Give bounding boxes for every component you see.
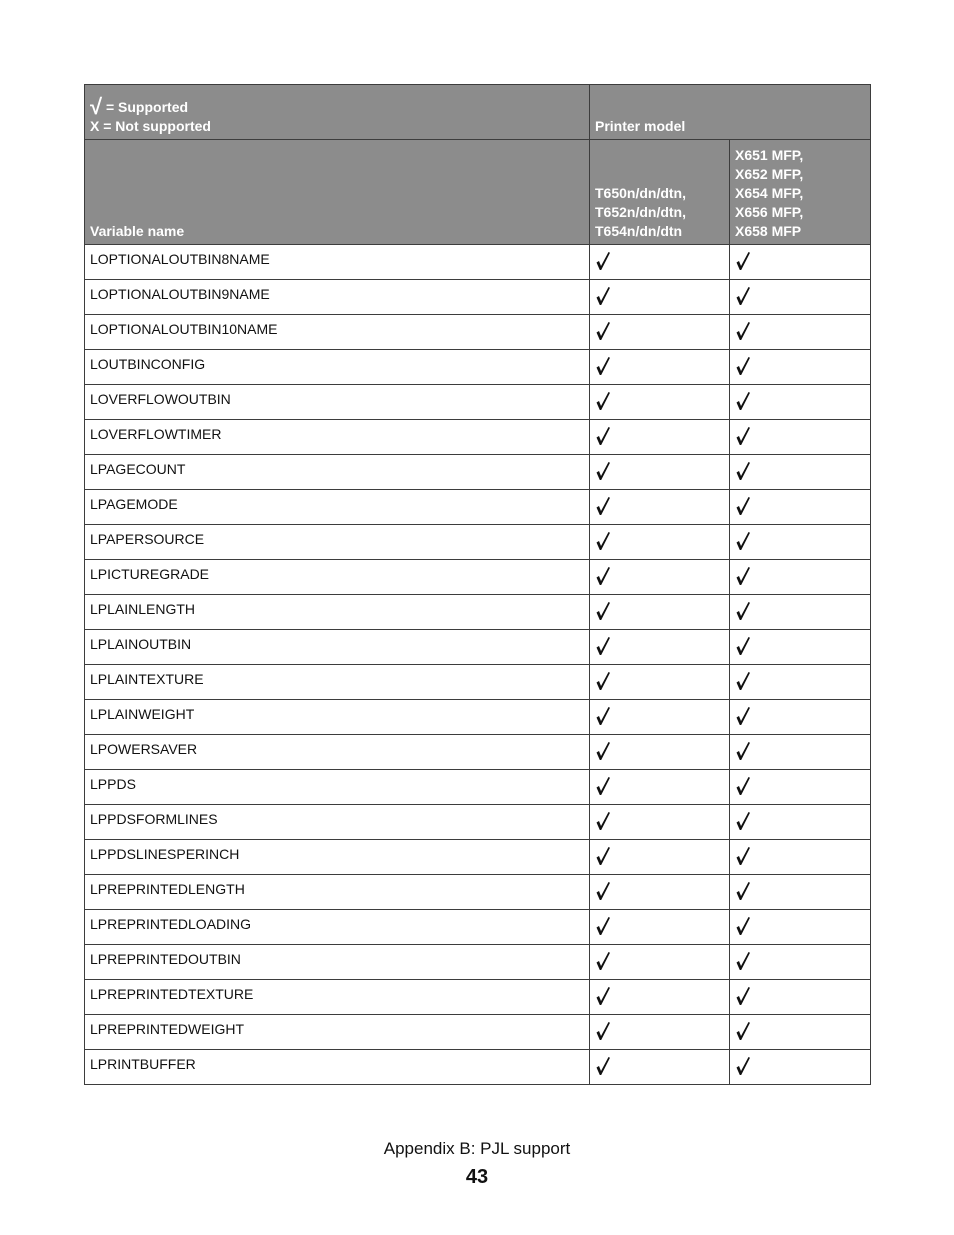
support-cell — [590, 945, 730, 980]
check-icon — [735, 286, 865, 306]
model-line: X656 MFP, — [735, 204, 804, 220]
model-line: X652 MFP, — [735, 166, 804, 182]
table-row — [85, 560, 871, 595]
legend-supported: √ = Supported — [90, 94, 189, 119]
model-line: X651 MFP, — [735, 147, 804, 163]
support-cell — [730, 630, 871, 665]
check-icon — [735, 741, 865, 761]
check-icon — [735, 706, 865, 726]
check-icon — [595, 461, 724, 481]
check-icon — [735, 251, 865, 271]
support-cell — [590, 735, 730, 770]
check-icon — [735, 391, 865, 411]
check-icon — [595, 356, 724, 376]
check-icon — [595, 811, 724, 831]
variable-name-cell: LPPDSLINESPERINCH — [85, 840, 590, 875]
support-cell — [590, 1050, 730, 1085]
support-cell — [590, 455, 730, 490]
check-icon — [735, 986, 865, 1006]
support-cell — [730, 735, 871, 770]
page-number: 43 — [465, 1166, 489, 1188]
check-icon — [735, 846, 865, 866]
check-icon — [595, 566, 724, 586]
variable-name-cell: LPAPERSOURCE — [85, 525, 590, 560]
support-cell — [590, 315, 730, 350]
check-icon — [595, 496, 724, 516]
support-cell — [590, 630, 730, 665]
table-row — [85, 350, 871, 385]
support-cell — [590, 595, 730, 630]
variable-name-cell: LPPDS — [85, 770, 590, 805]
support-cell — [590, 420, 730, 455]
table-row — [85, 910, 871, 945]
support-cell — [590, 770, 730, 805]
variable-name-cell: LPRINTBUFFER — [85, 1050, 590, 1085]
support-cell — [590, 280, 730, 315]
support-cell — [730, 595, 871, 630]
check-icon — [595, 706, 724, 726]
table-row — [85, 945, 871, 980]
table-body — [85, 245, 871, 1085]
table-row — [85, 595, 871, 630]
support-cell — [730, 490, 871, 525]
table-row — [85, 665, 871, 700]
variable-name-cell: LOVERFLOWTIMER — [85, 420, 590, 455]
pjl-variable-table — [84, 84, 871, 1085]
table-row — [85, 630, 871, 665]
variable-name-cell: LPLAINOUTBIN — [85, 630, 590, 665]
variable-name-cell: LPREPRINTEDLENGTH — [85, 875, 590, 910]
support-cell — [590, 700, 730, 735]
check-icon — [735, 496, 865, 516]
model-line: T652n/dn/dtn, — [595, 204, 686, 220]
variable-name-cell: LOVERFLOWOUTBIN — [85, 385, 590, 420]
variable-name-cell: LPPDSFORMLINES — [85, 805, 590, 840]
support-cell — [590, 350, 730, 385]
model-line: X654 MFP, — [735, 185, 804, 201]
footer-section-title: Appendix B: PJL support — [383, 1139, 571, 1158]
variable-name-cell: LPAGECOUNT — [85, 455, 590, 490]
table-row — [85, 1050, 871, 1085]
table-row — [85, 455, 871, 490]
variable-name-header: Variable name — [85, 140, 590, 245]
variable-name-cell: LPREPRINTEDLOADING — [85, 910, 590, 945]
legend-not-supported: X = Not supported — [90, 118, 211, 134]
check-icon — [735, 531, 865, 551]
support-cell — [730, 770, 871, 805]
table-row — [85, 840, 871, 875]
support-cell — [730, 980, 871, 1015]
variable-name-cell: LPREPRINTEDOUTBIN — [85, 945, 590, 980]
table-row — [85, 525, 871, 560]
check-icon — [735, 1056, 865, 1076]
support-cell — [590, 910, 730, 945]
check-icon — [735, 811, 865, 831]
check-icon — [735, 601, 865, 621]
support-cell — [590, 1015, 730, 1050]
support-cell — [730, 280, 871, 315]
support-cell — [730, 910, 871, 945]
check-icon — [735, 356, 865, 376]
table-row — [85, 385, 871, 420]
model-header-x651 — [730, 140, 871, 245]
support-cell — [730, 315, 871, 350]
support-cell — [590, 840, 730, 875]
variable-name-cell: LPLAINLENGTH — [85, 595, 590, 630]
variable-name-cell: LPREPRINTEDWEIGHT — [85, 1015, 590, 1050]
check-icon — [735, 566, 865, 586]
check-icon — [595, 881, 724, 901]
support-cell — [730, 875, 871, 910]
check-icon — [595, 531, 724, 551]
support-cell — [730, 525, 871, 560]
support-cell — [730, 350, 871, 385]
table-row — [85, 490, 871, 525]
support-cell — [590, 490, 730, 525]
table-row — [85, 875, 871, 910]
check-icon — [595, 916, 724, 936]
variable-name-cell: LOPTIONALOUTBIN10NAME — [85, 315, 590, 350]
table-row — [85, 315, 871, 350]
table-row — [85, 245, 871, 280]
support-cell — [590, 560, 730, 595]
check-icon — [595, 741, 724, 761]
table-row — [85, 980, 871, 1015]
check-icon — [595, 426, 724, 446]
support-cell — [730, 805, 871, 840]
variable-name-cell: LOUTBINCONFIG — [85, 350, 590, 385]
table-row — [85, 770, 871, 805]
check-icon — [735, 321, 865, 341]
support-cell — [590, 875, 730, 910]
table-row — [85, 420, 871, 455]
variable-name-cell: LPOWERSAVER — [85, 735, 590, 770]
support-cell — [730, 245, 871, 280]
support-cell — [590, 245, 730, 280]
support-cell — [730, 420, 871, 455]
table-row — [85, 735, 871, 770]
table-row — [85, 1015, 871, 1050]
variable-name-cell: LPAGEMODE — [85, 490, 590, 525]
variable-name-cell: LPICTUREGRADE — [85, 560, 590, 595]
check-icon — [735, 636, 865, 656]
support-cell — [730, 1015, 871, 1050]
check-icon — [595, 951, 724, 971]
check-icon — [595, 846, 724, 866]
support-cell — [590, 805, 730, 840]
table-row — [85, 805, 871, 840]
check-icon — [595, 636, 724, 656]
support-cell — [730, 840, 871, 875]
check-icon — [735, 1021, 865, 1041]
check-icon — [595, 1021, 724, 1041]
check-icon — [595, 286, 724, 306]
support-cell — [590, 385, 730, 420]
table-row — [85, 280, 871, 315]
support-cell — [730, 385, 871, 420]
check-icon — [595, 1056, 724, 1076]
legend-cell — [85, 85, 590, 140]
variable-name-cell: LPREPRINTEDTEXTURE — [85, 980, 590, 1015]
support-cell — [730, 945, 871, 980]
check-icon — [595, 776, 724, 796]
check-icon — [595, 601, 724, 621]
support-cell — [730, 665, 871, 700]
support-cell — [730, 560, 871, 595]
support-cell — [590, 665, 730, 700]
check-icon — [735, 426, 865, 446]
check-icon — [595, 251, 724, 271]
variable-name-cell: LPLAINTEXTURE — [85, 665, 590, 700]
support-cell — [590, 980, 730, 1015]
check-icon: √ — [90, 94, 103, 119]
table-row — [85, 700, 871, 735]
check-icon — [595, 671, 724, 691]
support-cell — [730, 700, 871, 735]
model-line: T654n/dn/dtn — [595, 223, 683, 239]
variable-name-cell: LPLAINWEIGHT — [85, 700, 590, 735]
check-icon — [735, 776, 865, 796]
check-icon — [735, 916, 865, 936]
support-cell — [730, 455, 871, 490]
variable-name-cell: LOPTIONALOUTBIN8NAME — [85, 245, 590, 280]
model-header-t650 — [590, 140, 730, 245]
check-icon — [735, 951, 865, 971]
model-line: X658 MFP — [735, 223, 802, 239]
support-cell — [590, 525, 730, 560]
printer-model-header: Printer model — [590, 85, 871, 140]
check-icon — [595, 391, 724, 411]
check-icon — [735, 671, 865, 691]
model-line: T650n/dn/dtn, — [595, 185, 686, 201]
support-cell — [730, 1050, 871, 1085]
variable-name-cell: LOPTIONALOUTBIN9NAME — [85, 280, 590, 315]
check-icon — [595, 321, 724, 341]
check-icon — [735, 461, 865, 481]
check-icon — [595, 986, 724, 1006]
check-icon — [735, 881, 865, 901]
